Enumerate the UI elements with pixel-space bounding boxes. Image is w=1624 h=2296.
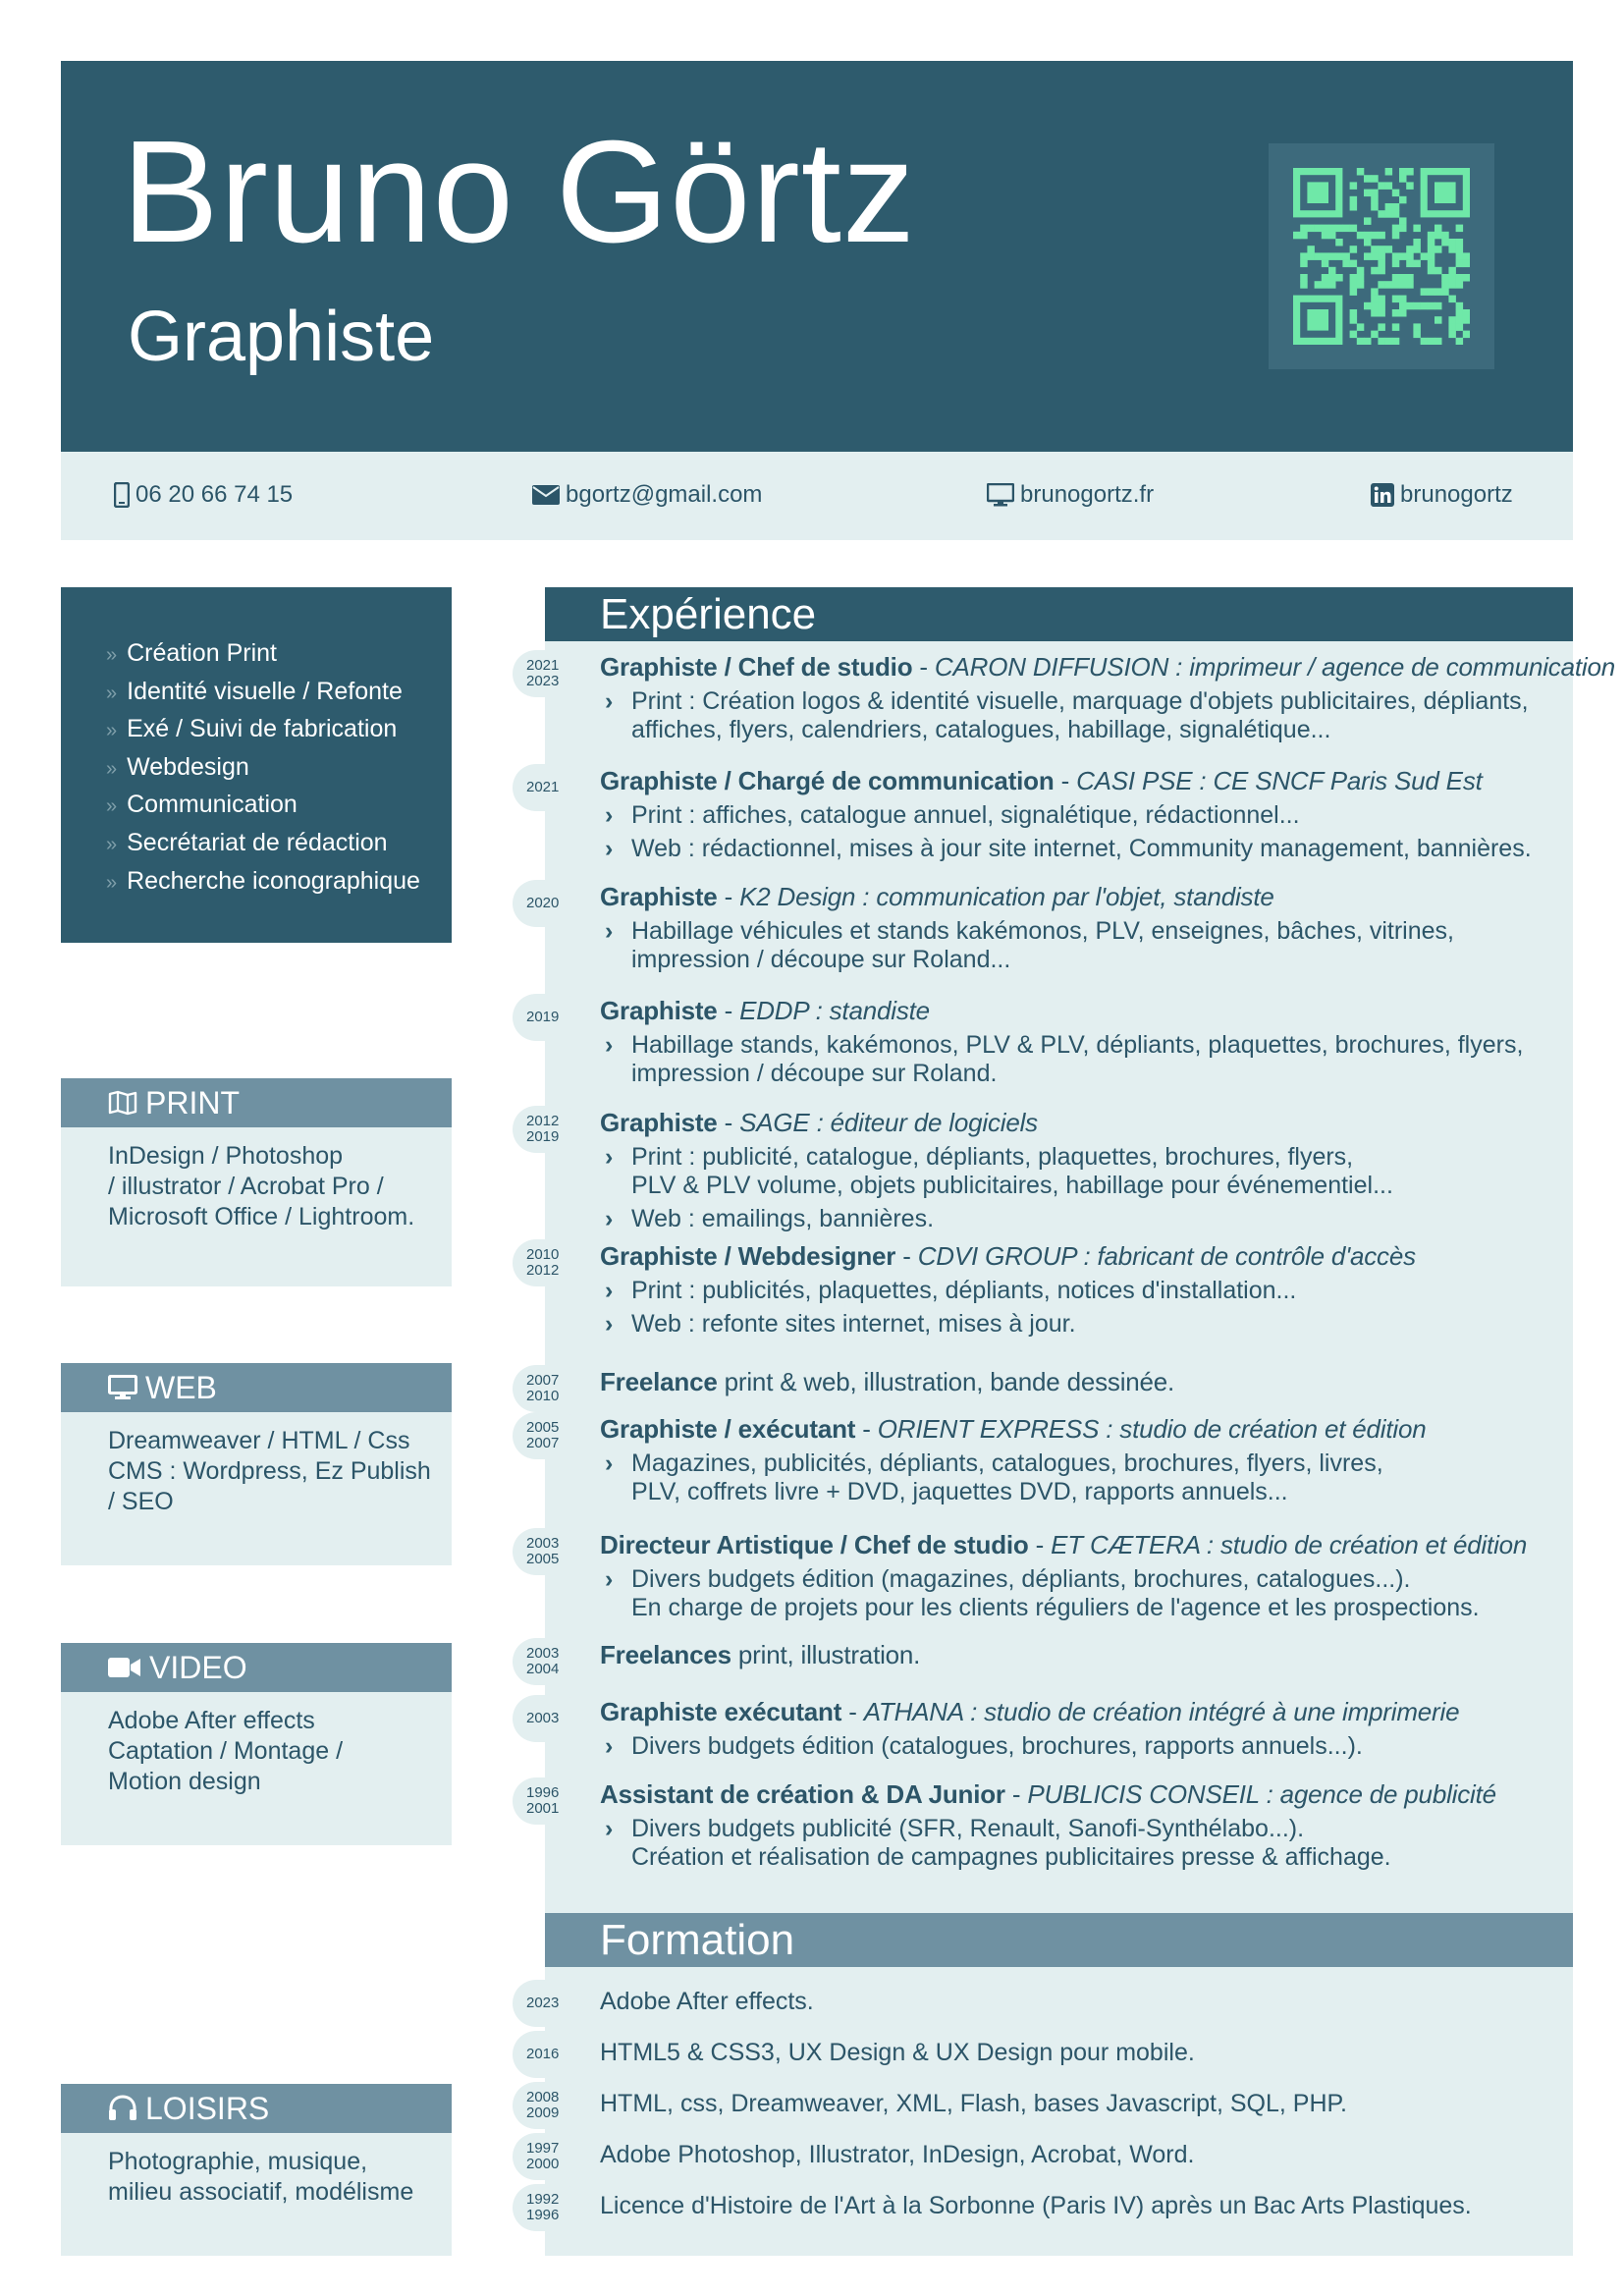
skills-panel xyxy=(61,587,452,943)
chevron-right-icon: › xyxy=(605,1205,614,1232)
skill-label: Identité visuelle / Refonte xyxy=(127,677,403,705)
bullet-text: impression / découpe sur Roland... xyxy=(631,946,1011,973)
bullet-text: Divers budgets édition (magazines, dépliants, brochures, catalogues...). xyxy=(631,1565,1411,1593)
bullet-item xyxy=(600,687,1529,744)
bullet-item xyxy=(600,917,1454,974)
year-badge xyxy=(513,2082,583,2129)
bullet-text: Web : rédactionnel, mises à jour site internet, Community management, bannières. xyxy=(631,835,1532,862)
monitor-icon xyxy=(987,483,1014,507)
bullet-item xyxy=(600,1143,1393,1200)
print-title: PRINT xyxy=(145,1084,240,1121)
bullet-text: Web : emailings, bannières. xyxy=(631,1205,935,1232)
year: 2010 xyxy=(526,1388,560,1404)
year-badge xyxy=(513,880,583,927)
website-url[interactable]: brunogortz.fr xyxy=(1020,481,1155,508)
double-chevron-icon: » xyxy=(106,682,118,704)
job-title-line: Assistant de création & DA Junior - PUBLICIS CONSEIL : agence de publicité xyxy=(600,1779,1496,1809)
bullet-text: Création et réalisation de campagnes publicitaires presse & affichage. xyxy=(631,1843,1391,1871)
year: 1996 xyxy=(526,2207,560,2223)
contact-linkedin[interactable] xyxy=(1371,481,1513,509)
bullet-item xyxy=(600,1031,1523,1088)
job-role: Graphiste / Webdesigner xyxy=(600,1241,896,1271)
job-bullets xyxy=(600,1815,1391,1877)
skill-label: Secrétariat de rédaction xyxy=(127,828,388,856)
year: 2005 xyxy=(526,1551,560,1567)
year: 2021 xyxy=(526,779,560,795)
chevron-right-icon: › xyxy=(605,1449,614,1477)
web-line: Dreamweaver / HTML / Css xyxy=(108,1427,410,1454)
skill-label: Recherche iconographique xyxy=(127,866,420,895)
experience-header: Expérience xyxy=(545,587,1573,641)
chevron-right-icon: › xyxy=(605,687,614,715)
double-chevron-icon: » xyxy=(106,833,118,855)
job-title-line: Graphiste / Chef de studio - CARON DIFFUSION : imprimeur / agence de communication xyxy=(600,652,1615,682)
skill-item xyxy=(106,634,452,673)
year: 2001 xyxy=(526,1800,560,1817)
map-icon xyxy=(108,1090,137,1116)
bullet-text: PLV & PLV volume, objets publicitaires, habillage pour événementiel... xyxy=(631,1172,1393,1199)
year-badge xyxy=(513,1106,583,1153)
year: 2023 xyxy=(526,1995,560,2011)
bullet-item xyxy=(600,1449,1383,1506)
job-role: Graphiste / Chef de studio xyxy=(600,652,913,682)
year-badge xyxy=(513,764,583,811)
year: 1996 xyxy=(526,1784,560,1801)
video-line: Adobe After effects xyxy=(108,1707,315,1734)
bullet-item xyxy=(600,1310,1296,1339)
bullet-text: impression / découpe sur Roland. xyxy=(631,1060,998,1087)
print-line: InDesign / Photoshop xyxy=(108,1142,344,1170)
bullet-text: Divers budgets publicité (SFR, Renault, Sanofi-Synthélabo...). xyxy=(631,1815,1305,1842)
job-bullets xyxy=(600,1565,1480,1627)
job-title-line: Graphiste - K2 Design : communication par l'objet, standiste xyxy=(600,882,1274,911)
skill-label: Webdesign xyxy=(127,752,249,781)
year-badge xyxy=(513,2031,583,2078)
formation-text: Licence d'Histoire de l'Art à la Sorbonne (Paris IV) après un Bac Arts Plastiques. xyxy=(600,2192,1472,2219)
loisirs-line: milieu associatif, modélisme xyxy=(108,2178,414,2206)
company-name: ORIENT EXPRESS : studio de création et édition xyxy=(877,1414,1427,1444)
video-box xyxy=(61,1643,452,1845)
year-badge xyxy=(513,1412,583,1459)
bullet-text: Print : publicité, catalogue, dépliants, plaquettes, brochures, flyers, xyxy=(631,1143,1354,1171)
bullet-item xyxy=(600,835,1532,863)
chevron-right-icon: › xyxy=(605,1277,614,1304)
bullet-text: Habillage stands, kakémonos, PLV & PLV, dépliants, plaquettes, brochures, flyers, xyxy=(631,1031,1524,1059)
print-content xyxy=(61,1127,452,1232)
job-title-line xyxy=(600,1367,1174,1397)
skill-item xyxy=(106,786,452,824)
web-box xyxy=(61,1363,452,1565)
year: 2016 xyxy=(526,2046,560,2062)
web-content xyxy=(61,1412,452,1517)
header-banner xyxy=(61,61,1573,452)
bullet-text: Divers budgets édition (catalogues, brochures, rapports annuels...). xyxy=(631,1732,1363,1760)
job-description: print, illustration. xyxy=(737,1640,921,1669)
year-badge xyxy=(513,1365,583,1412)
year-badge xyxy=(513,1695,583,1742)
monitor-icon xyxy=(108,1375,137,1400)
year: 2023 xyxy=(526,673,560,689)
job-role: Graphiste xyxy=(600,996,718,1025)
job-title-line xyxy=(600,1640,920,1670)
bullet-text: Magazines, publicités, dépliants, catalogues, brochures, flyers, livres, xyxy=(631,1449,1383,1477)
double-chevron-icon: » xyxy=(106,757,118,780)
job-role: Graphiste / Chargé de communication xyxy=(600,766,1055,795)
year: 2012 xyxy=(526,1262,560,1279)
chevron-right-icon: › xyxy=(605,1143,614,1171)
video-camera-icon xyxy=(108,1657,141,1678)
company-name: SAGE : éditeur de logiciels xyxy=(739,1108,1038,1137)
skill-label: Création Print xyxy=(127,639,277,667)
print-box xyxy=(61,1078,452,1286)
skill-item xyxy=(106,710,452,748)
bullet-item xyxy=(600,1205,1393,1233)
bullet-item xyxy=(600,1732,1363,1761)
year-badge xyxy=(513,1239,583,1286)
bullet-item xyxy=(600,801,1532,830)
year-badge xyxy=(513,994,583,1041)
year-badge xyxy=(513,1638,583,1685)
company-name: CDVI GROUP : fabricant de contrôle d'accès xyxy=(917,1241,1416,1271)
year: 2000 xyxy=(526,2156,560,2172)
web-line: / SEO xyxy=(108,1488,174,1515)
phone-icon xyxy=(114,482,130,508)
year: 2003 xyxy=(526,1710,560,1726)
year: 2003 xyxy=(526,1645,560,1662)
chevron-right-icon: › xyxy=(605,1815,614,1842)
bullet-text: Print : affiches, catalogue annuel, signalétique, rédactionnel... xyxy=(631,801,1300,829)
year: 2012 xyxy=(526,1113,560,1129)
year: 2008 xyxy=(526,2089,560,2105)
loisirs-header xyxy=(61,2084,452,2133)
company-name: CARON DIFFUSION : imprimeur / agence de communication xyxy=(934,652,1615,682)
job-role: Freelances xyxy=(600,1640,731,1669)
job-bullets xyxy=(600,687,1529,749)
qr-code-icon xyxy=(1293,168,1470,345)
bullet-text: Web : refonte sites internet, mises à jour. xyxy=(631,1310,1076,1338)
video-header xyxy=(61,1643,452,1692)
contact-phone xyxy=(114,481,293,509)
print-line: / illustrator / Acrobat Pro / xyxy=(108,1173,384,1200)
envelope-icon xyxy=(532,485,560,505)
job-role: Assistant de création & DA Junior xyxy=(600,1779,1005,1809)
video-title: VIDEO xyxy=(149,1649,247,1685)
linkedin-handle[interactable]: brunogortz xyxy=(1400,481,1513,508)
job-bullets xyxy=(600,801,1532,868)
web-line: CMS : Wordpress, Ez Publish xyxy=(108,1457,431,1485)
print-header xyxy=(61,1078,452,1127)
double-chevron-icon: » xyxy=(106,795,118,818)
job-bullets xyxy=(600,1277,1296,1343)
skill-item xyxy=(106,862,452,901)
job-role: Graphiste xyxy=(600,1108,718,1137)
candidate-role: Graphiste xyxy=(128,298,435,376)
company-name: PUBLICIS CONSEIL : agence de publicité xyxy=(1027,1779,1496,1809)
formation-text: HTML5 & CSS3, UX Design & UX Design pour mobile. xyxy=(600,2039,1195,2066)
skill-label: Exé / Suivi de fabrication xyxy=(127,715,398,743)
year: 2009 xyxy=(526,2105,560,2121)
job-bullets xyxy=(600,1449,1383,1511)
job-bullets xyxy=(600,917,1454,979)
year: 2019 xyxy=(526,1009,560,1025)
job-title-line: Directeur Artistique / Chef de studio - ET CÆTERA : studio de création et édition xyxy=(600,1530,1528,1559)
formation-text: Adobe After effects. xyxy=(600,1988,814,2015)
chevron-right-icon: › xyxy=(605,801,614,829)
bullet-text: PLV, coffrets livre + DVD, jaquettes DVD, rapports annuels... xyxy=(631,1478,1288,1505)
company-name: EDDP : standiste xyxy=(739,996,930,1025)
company-name: ATHANA : studio de création intégré à une imprimerie xyxy=(863,1697,1460,1726)
year: 2005 xyxy=(526,1419,560,1436)
job-bullets xyxy=(600,1143,1393,1238)
skill-item xyxy=(106,748,452,787)
phone-number: 06 20 66 74 15 xyxy=(135,481,294,508)
job-role: Graphiste exécutant xyxy=(600,1697,842,1726)
web-title: WEB xyxy=(145,1369,217,1405)
year: 2004 xyxy=(526,1661,560,1677)
job-role: Graphiste / exécutant xyxy=(600,1414,856,1444)
job-role: Freelance xyxy=(600,1367,718,1396)
year-badge xyxy=(513,1980,583,2027)
contact-bar xyxy=(61,452,1573,540)
skill-label: Communication xyxy=(127,791,298,819)
loisirs-box xyxy=(61,2084,452,2256)
double-chevron-icon: » xyxy=(106,871,118,894)
contact-email[interactable] xyxy=(532,481,762,509)
year: 2019 xyxy=(526,1128,560,1145)
job-title-line: Graphiste / Webdesigner - CDVI GROUP : fabricant de contrôle d'accès xyxy=(600,1241,1416,1271)
video-content xyxy=(61,1692,452,1797)
year: 1992 xyxy=(526,2191,560,2208)
bullet-text: Habillage véhicules et stands kakémonos, PLV, enseignes, bâches, vitrines, xyxy=(631,917,1454,945)
web-header xyxy=(61,1363,452,1412)
chevron-right-icon: › xyxy=(605,1732,614,1760)
loisirs-title: LOISIRS xyxy=(145,2090,270,2126)
year: 2020 xyxy=(526,895,560,911)
bullet-item xyxy=(600,1565,1480,1622)
formation-text: Adobe Photoshop, Illustrator, InDesign, Acrobat, Word. xyxy=(600,2141,1195,2168)
chevron-right-icon: › xyxy=(605,1310,614,1338)
year: 2010 xyxy=(526,1246,560,1263)
job-title-line: Graphiste / Chargé de communication - CASI PSE : CE SNCF Paris Sud Est xyxy=(600,766,1483,795)
year-badge xyxy=(513,650,583,697)
company-name: ET CÆTERA : studio de création et édition xyxy=(1051,1530,1528,1559)
job-title-line: Graphiste / exécutant - ORIENT EXPRESS : studio de création et édition xyxy=(600,1414,1427,1444)
skills-list xyxy=(61,587,452,900)
job-role: Directeur Artistique / Chef de studio xyxy=(600,1530,1029,1559)
job-bullets xyxy=(600,1031,1523,1093)
bullet-item xyxy=(600,1815,1391,1872)
skill-item xyxy=(106,824,452,862)
job-title-line: Graphiste - EDDP : standiste xyxy=(600,996,930,1025)
linkedin-icon xyxy=(1371,483,1394,507)
video-line: Captation / Montage / xyxy=(108,1737,344,1765)
year-badge xyxy=(513,1777,583,1825)
year: 2003 xyxy=(526,1535,560,1552)
formation-header: Formation xyxy=(545,1913,1573,1967)
chevron-right-icon: › xyxy=(605,1031,614,1059)
year-badge xyxy=(513,2184,583,2231)
contact-website[interactable] xyxy=(987,481,1154,509)
bullet-text: En charge de projets pour les clients réguliers de l'agence et les prospections. xyxy=(631,1594,1480,1621)
skill-item xyxy=(106,673,452,711)
year: 2007 xyxy=(526,1372,560,1389)
job-role: Graphiste xyxy=(600,882,718,911)
qr-code xyxy=(1269,143,1494,369)
job-description: print & web, illustration, bande dessinée. xyxy=(724,1367,1175,1396)
job-title-line: Graphiste - SAGE : éditeur de logiciels xyxy=(600,1108,1038,1137)
bullet-text: Print : Création logos & identité visuelle, marquage d'objets publicitaires, dépliants, xyxy=(631,687,1529,715)
job-bullets xyxy=(600,1732,1363,1766)
year-badge xyxy=(513,1528,583,1575)
double-chevron-icon: » xyxy=(106,720,118,742)
loisirs-content xyxy=(61,2133,452,2208)
candidate-name: Bruno Görtz xyxy=(122,111,916,273)
formation-text: HTML, css, Dreamweaver, XML, Flash, bases Javascript, SQL, PHP. xyxy=(600,2090,1347,2117)
headphones-icon xyxy=(108,2095,137,2122)
bullet-text: Print : publicités, plaquettes, dépliants, notices d'installation... xyxy=(631,1277,1297,1304)
loisirs-line: Photographie, musique, xyxy=(108,2148,368,2175)
company-name: K2 Design : communication par l'objet, standiste xyxy=(739,882,1274,911)
job-title-line: Graphiste exécutant - ATHANA : studio de création intégré à une imprimerie xyxy=(600,1697,1460,1726)
chevron-right-icon: › xyxy=(605,835,614,862)
year: 2007 xyxy=(526,1435,560,1451)
chevron-right-icon: › xyxy=(605,1565,614,1593)
print-line: Microsoft Office / Lightroom. xyxy=(108,1203,415,1230)
year: 1997 xyxy=(526,2140,560,2157)
company-name: CASI PSE : CE SNCF Paris Sud Est xyxy=(1076,766,1483,795)
chevron-right-icon: › xyxy=(605,917,614,945)
double-chevron-icon: » xyxy=(106,644,118,666)
bullet-item xyxy=(600,1277,1296,1305)
email-address[interactable]: bgortz@gmail.com xyxy=(566,481,763,508)
bullet-text: affiches, flyers, calendriers, catalogues, habillage, signalétique... xyxy=(631,716,1331,743)
year-badge xyxy=(513,2133,583,2180)
year: 2021 xyxy=(526,657,560,674)
video-line: Motion design xyxy=(108,1768,261,1795)
